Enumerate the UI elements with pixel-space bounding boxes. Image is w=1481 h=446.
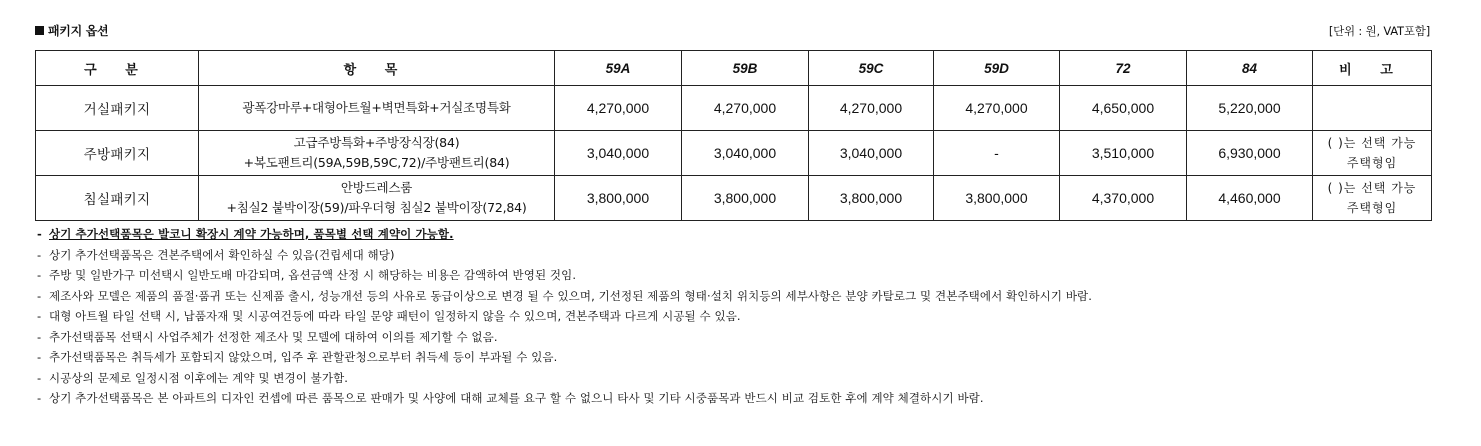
note-text: 시공상의 문제로 일정시점 이후에는 계약 및 변경이 불가함. bbox=[49, 370, 349, 385]
note-text: 추가선택품목은 취득세가 포함되지 않았으며, 입주 후 관할관청으로부터 취득세 등이 부과될 수 있음. bbox=[49, 350, 558, 364]
remark-line2: 주택형임 bbox=[1346, 156, 1398, 170]
header-72: 72 bbox=[1060, 51, 1187, 86]
row-items-line2: +침실2 붙박이장(59)/파우더형 침실2 붙박이장(72,84) bbox=[226, 200, 527, 215]
row-remark bbox=[1313, 86, 1432, 131]
value-59a: 4,270,000 bbox=[555, 86, 682, 131]
table-row-bedroom bbox=[36, 176, 1432, 221]
header-remarks: 비 고 bbox=[1313, 51, 1432, 86]
notes-list bbox=[37, 224, 1457, 409]
dash-bullet: - bbox=[37, 309, 42, 323]
note-text: 상기 추가선택품목은 발코니 확장시 계약 가능하며, 품목별 선택 계약이 가능함. bbox=[49, 227, 454, 241]
note-item bbox=[37, 327, 1457, 348]
row-items bbox=[199, 86, 555, 131]
header-59c: 59C bbox=[809, 51, 934, 86]
table-row-kitchen bbox=[36, 131, 1432, 176]
section-title-text: 패키지 옵션 bbox=[48, 24, 109, 38]
dash-bullet: - bbox=[37, 288, 42, 303]
header-84: 84 bbox=[1187, 51, 1313, 86]
row-items-line1: 안방드레스룸 bbox=[340, 180, 413, 195]
dash-bullet: - bbox=[37, 227, 42, 241]
note-text: 대형 아트월 타일 선택 시, 납품자재 및 시공여건등에 따라 타일 문양 패턴이 일정하지 않을 수 있으며, 견본주택과 다르게 시공될 수 있음. bbox=[49, 309, 741, 323]
dash-bullet: - bbox=[37, 370, 42, 385]
header-category: 구 분 bbox=[36, 51, 199, 86]
remark-line1: ( )는 선택 가능 bbox=[1327, 181, 1417, 195]
header-59a: 59A bbox=[555, 51, 682, 86]
header-59b: 59B bbox=[682, 51, 809, 86]
value-59b: 4,270,000 bbox=[682, 86, 809, 131]
table-header-row bbox=[36, 51, 1432, 86]
value-84: 5,220,000 bbox=[1187, 86, 1313, 131]
square-bullet-icon bbox=[35, 26, 44, 35]
value-59c: 3,800,000 bbox=[809, 176, 934, 221]
row-remark bbox=[1313, 131, 1432, 176]
dash-bullet: - bbox=[37, 268, 42, 282]
note-item bbox=[37, 224, 1457, 245]
section-title bbox=[35, 22, 108, 39]
note-item bbox=[37, 306, 1457, 327]
dash-bullet: - bbox=[37, 247, 42, 262]
value-72: 4,370,000 bbox=[1060, 176, 1187, 221]
note-item bbox=[37, 286, 1457, 307]
header-items: 항 목 bbox=[199, 51, 555, 86]
row-items bbox=[199, 176, 555, 221]
value-72: 3,510,000 bbox=[1060, 131, 1187, 176]
dash-bullet: - bbox=[37, 350, 42, 364]
row-items-line1: 광폭강마루+대형아트월+벽면특화+거실조명특화 bbox=[242, 100, 511, 115]
value-84: 4,460,000 bbox=[1187, 176, 1313, 221]
value-59d: 4,270,000 bbox=[934, 86, 1060, 131]
value-59c: 3,040,000 bbox=[809, 131, 934, 176]
dash-bullet: - bbox=[37, 391, 42, 405]
note-item bbox=[37, 388, 1457, 409]
package-options-table bbox=[35, 50, 1432, 221]
note-text: 제조사와 모델은 제품의 품절·품귀 또는 신제품 출시, 성능개선 등의 사유로 동급이상으로 변경 될 수 있으며, 기선정된 제품의 형태·설치 위치등의 세부사항은 분양 카탈로그 및 견본주택에서 확인하시기 바람. bbox=[49, 288, 1093, 303]
remark-line2: 주택형임 bbox=[1346, 201, 1398, 215]
value-72: 4,650,000 bbox=[1060, 86, 1187, 131]
value-59d: - bbox=[934, 131, 1060, 176]
row-category: 거실패키지 bbox=[36, 86, 199, 131]
value-59c: 4,270,000 bbox=[809, 86, 934, 131]
unit-note: [단위 : 원, VAT포함] bbox=[1328, 24, 1430, 38]
value-59b: 3,040,000 bbox=[682, 131, 809, 176]
value-59b: 3,800,000 bbox=[682, 176, 809, 221]
row-items-line1: 고급주방특화+주방장식장(84) bbox=[293, 135, 460, 150]
note-item bbox=[37, 347, 1457, 368]
note-item bbox=[37, 245, 1457, 266]
section-header bbox=[35, 22, 1430, 44]
row-category: 침실패키지 bbox=[36, 176, 199, 221]
value-84: 6,930,000 bbox=[1187, 131, 1313, 176]
row-remark bbox=[1313, 176, 1432, 221]
row-items-line2: +복도팬트리(59A,59B,59C,72)/주방팬트리(84) bbox=[243, 155, 510, 170]
note-text: 추가선택품목 선택시 사업주체가 선정한 제조사 및 모델에 대하여 이의를 제기할 수 없음. bbox=[49, 329, 498, 344]
remark-line1: ( )는 선택 가능 bbox=[1327, 136, 1417, 150]
value-59a: 3,800,000 bbox=[555, 176, 682, 221]
note-text: 상기 추가선택품목은 견본주택에서 확인하실 수 있음(건립세대 해당) bbox=[49, 247, 395, 262]
note-item bbox=[37, 368, 1457, 389]
value-59d: 3,800,000 bbox=[934, 176, 1060, 221]
row-category: 주방패키지 bbox=[36, 131, 199, 176]
note-text: 상기 추가선택품목은 본 아파트의 디자인 컨셉에 따른 품목으로 판매가 및 사양에 대해 교체를 요구 할 수 없으니 타사 및 기타 시중품목과 반드시 비교 검토한 후에 계약 체결하시기 바람. bbox=[49, 391, 984, 405]
note-item bbox=[37, 265, 1457, 286]
row-items bbox=[199, 131, 555, 176]
note-text: 주방 및 일반가구 미선택시 일반도배 마감되며, 옵션금액 산정 시 해당하는 비용은 감액하여 반영된 것임. bbox=[49, 268, 577, 282]
dash-bullet: - bbox=[37, 329, 42, 344]
value-59a: 3,040,000 bbox=[555, 131, 682, 176]
table-row-living bbox=[36, 86, 1432, 131]
header-59d: 59D bbox=[934, 51, 1060, 86]
